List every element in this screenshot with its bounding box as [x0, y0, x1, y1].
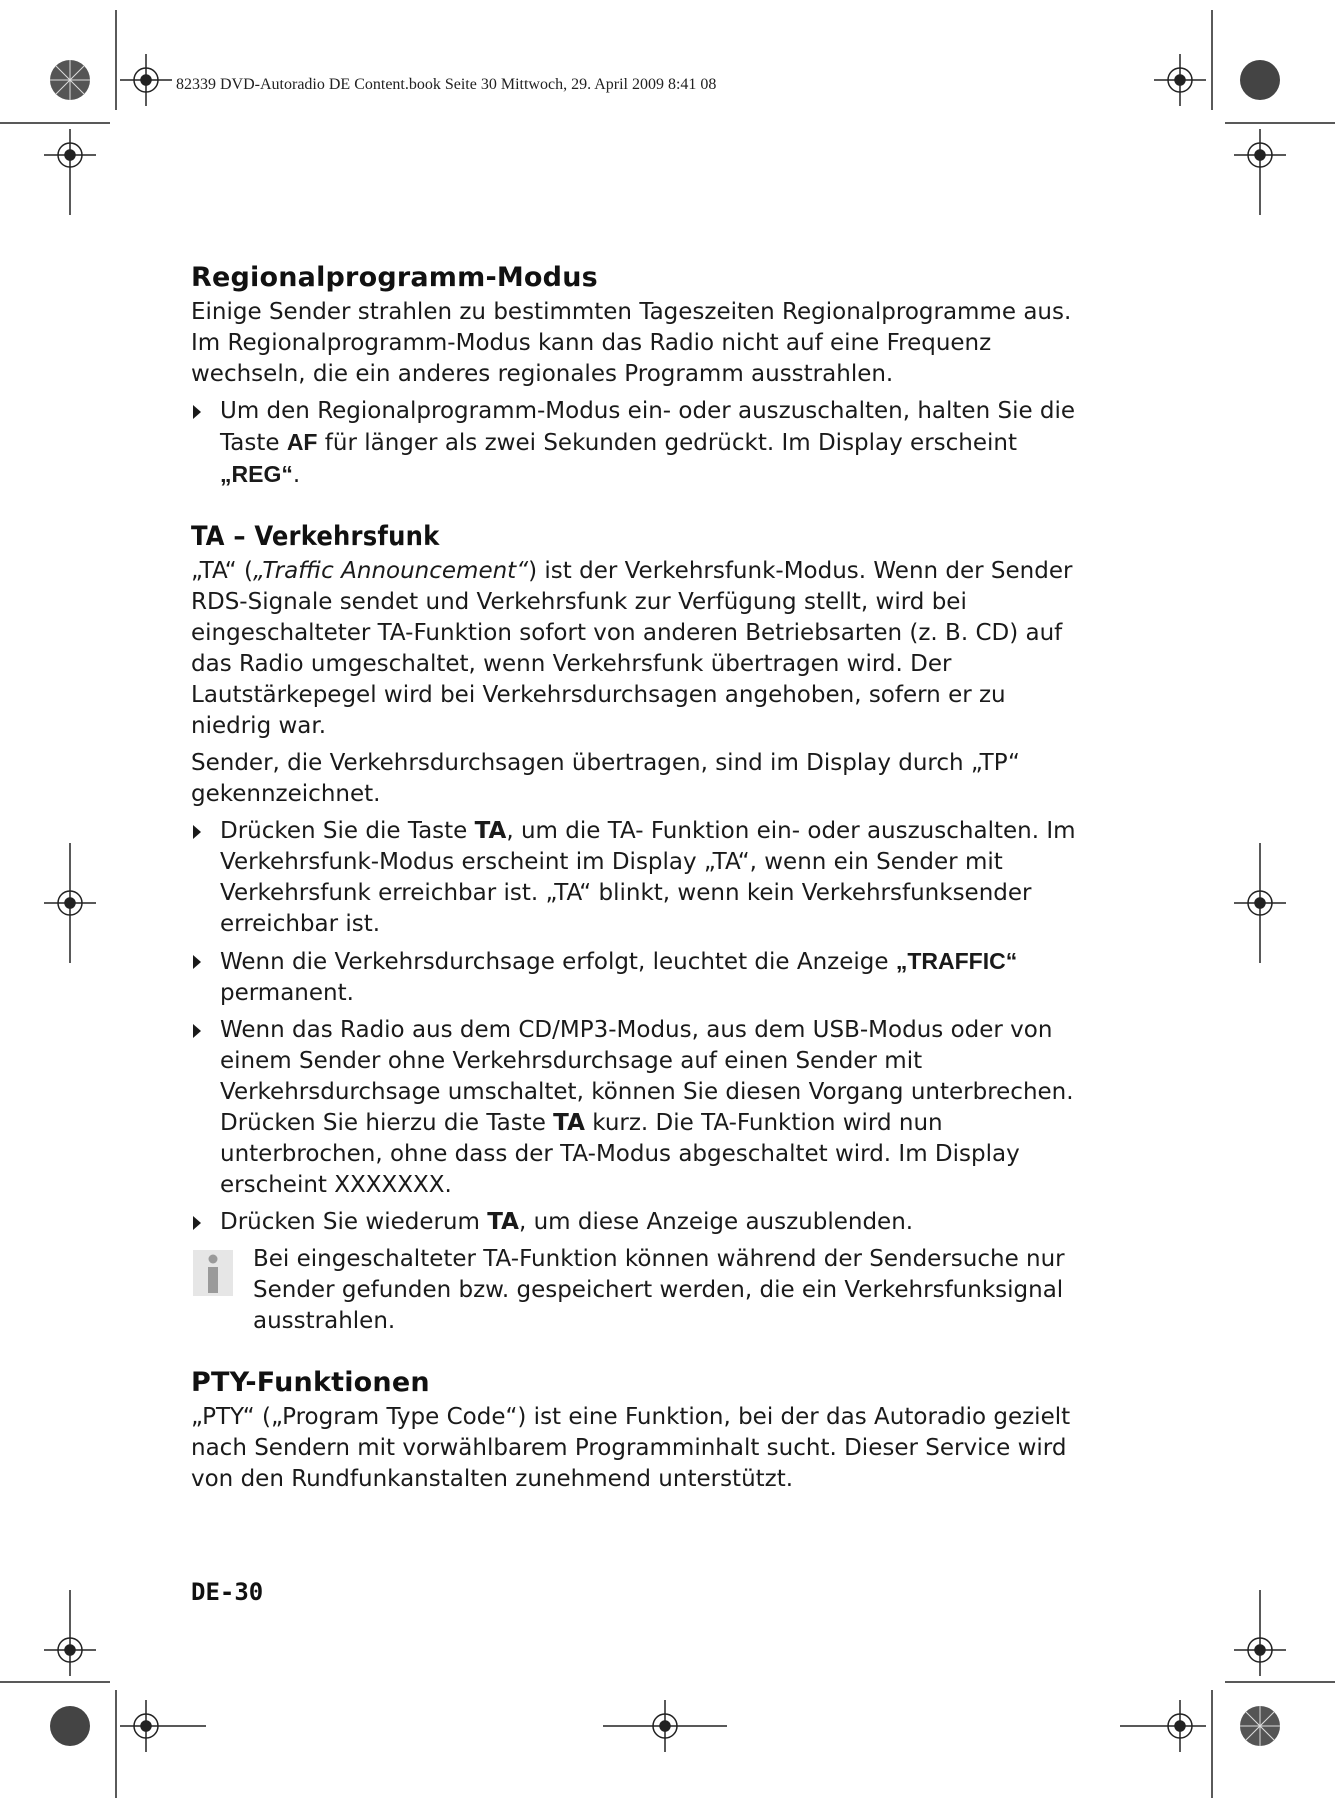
paragraph-ta-1: „TA“ („Traffic Announcement“) ist der Verkehrsfunk-Modus. Wenn der Sender RDS-Signale sendet und Verkehrsfunk zur Verfügung stellt, wird bei eingeschalteter TA-Funktion sofort von anderen Betriebsarten (z. B. CD) auf das Radio umgeschaltet, wenn Verkehrsfunk übertragen wird. Der Lautstärkepegel wird bei Verkehrsdurchsagen angehoben, sofern er zu niedrig war.: [191, 558, 1073, 739]
heading-pty-funktionen: PTY-Funktionen: [191, 1367, 430, 1398]
bullet-arrow-icon: [193, 1216, 201, 1230]
info-note: Bei eingeschalteter TA-Funktion können während der Sendersuche nur Sender gefunden bzw. gespeichert werden, die ein Verkehrsfunksignal ausstrahlen.: [191, 1244, 1081, 1337]
bullet-arrow-icon: [193, 825, 201, 839]
paragraph-ta-2: Sender, die Verkehrsdurchsagen übertragen, sind im Display durch „TP“ gekennzeichnet.: [191, 750, 1020, 807]
bullet-arrow-icon: [193, 955, 201, 969]
key-ta: TA: [474, 818, 507, 844]
key-ta: TA: [553, 1110, 585, 1136]
page-number: DE-30: [191, 1578, 264, 1606]
key-af: AF: [286, 429, 318, 455]
bullet-ta-4: Drücken Sie wiederum TA, um diese Anzeige auszublenden.: [191, 1207, 1081, 1238]
bullet-ta-1: Drücken Sie die Taste TA, um die TA- Funktion ein- oder auszuschalten. Im Verkehrsfunk-Modus erscheint im Display „TA“, wenn ein Sender mit Verkehrsfunk erreichbar ist. „TA“ blinkt, wenn kein Verkehrsfunksender erreichbar ist.: [191, 816, 1081, 940]
bullet-arrow-icon: [193, 405, 201, 419]
bullet-arrow-icon: [193, 1024, 201, 1038]
info-icon: [193, 1250, 233, 1296]
display-reg: „REG“: [220, 461, 293, 487]
bullet-ta-2: Wenn die Verkehrsdurchsage erfolgt, leuchtet die Anzeige „TRAFFIC“ permanent.: [191, 946, 1081, 1009]
display-traffic: „TRAFFIC“: [895, 948, 1018, 974]
key-ta: TA: [487, 1209, 519, 1235]
print-header: 82339 DVD-Autoradio DE Content.book Seite 30 Mittwoch, 29. April 2009 8:41 08: [176, 76, 717, 93]
paragraph-pty: „PTY“ („Program Type Code“) ist eine Funktion, bei der das Autoradio gezielt nach Sendern mit vorwählbarem Programminhalt sucht. Dieser Service wird von den Rundfunkanstalten zunehmend unterstützt.: [191, 1404, 1071, 1492]
bullet-ta-3: Wenn das Radio aus dem CD/MP3-Modus, aus dem USB-Modus oder von einem Sender ohne Verkehrsdurchsage auf einen Sender mit Verkehrsdurchsage umschaltet, können Sie diesen Vorgang unterbrechen. Drücken Sie hierzu die Taste TA kurz. Die TA-Funktion wird nun unterbrochen, ohne dass der TA-Modus abgeschaltet wird. Im Display erscheint XXXXXXX.: [191, 1015, 1081, 1201]
bullet-reg-1: Um den Regionalprogramm-Modus ein- oder auszuschalten, halten Sie die Taste AF für länger als zwei Sekunden gedrückt. Im Display erscheint „REG“.: [191, 396, 1081, 491]
paragraph-regionalprogramm: Einige Sender strahlen zu bestimmten Tageszeiten Regionalprogramme aus. Im Regionalprogramm-Modus kann das Radio nicht auf eine Frequenz wechseln, die ein anderes regionales Programm ausstrahlen.: [191, 299, 1072, 387]
heading-ta-verkehrsfunk: TA – Verkehrsfunk: [191, 521, 440, 552]
heading-regionalprogramm: Regionalprogramm-Modus: [191, 262, 598, 293]
page-content: [191, 262, 1081, 1501]
